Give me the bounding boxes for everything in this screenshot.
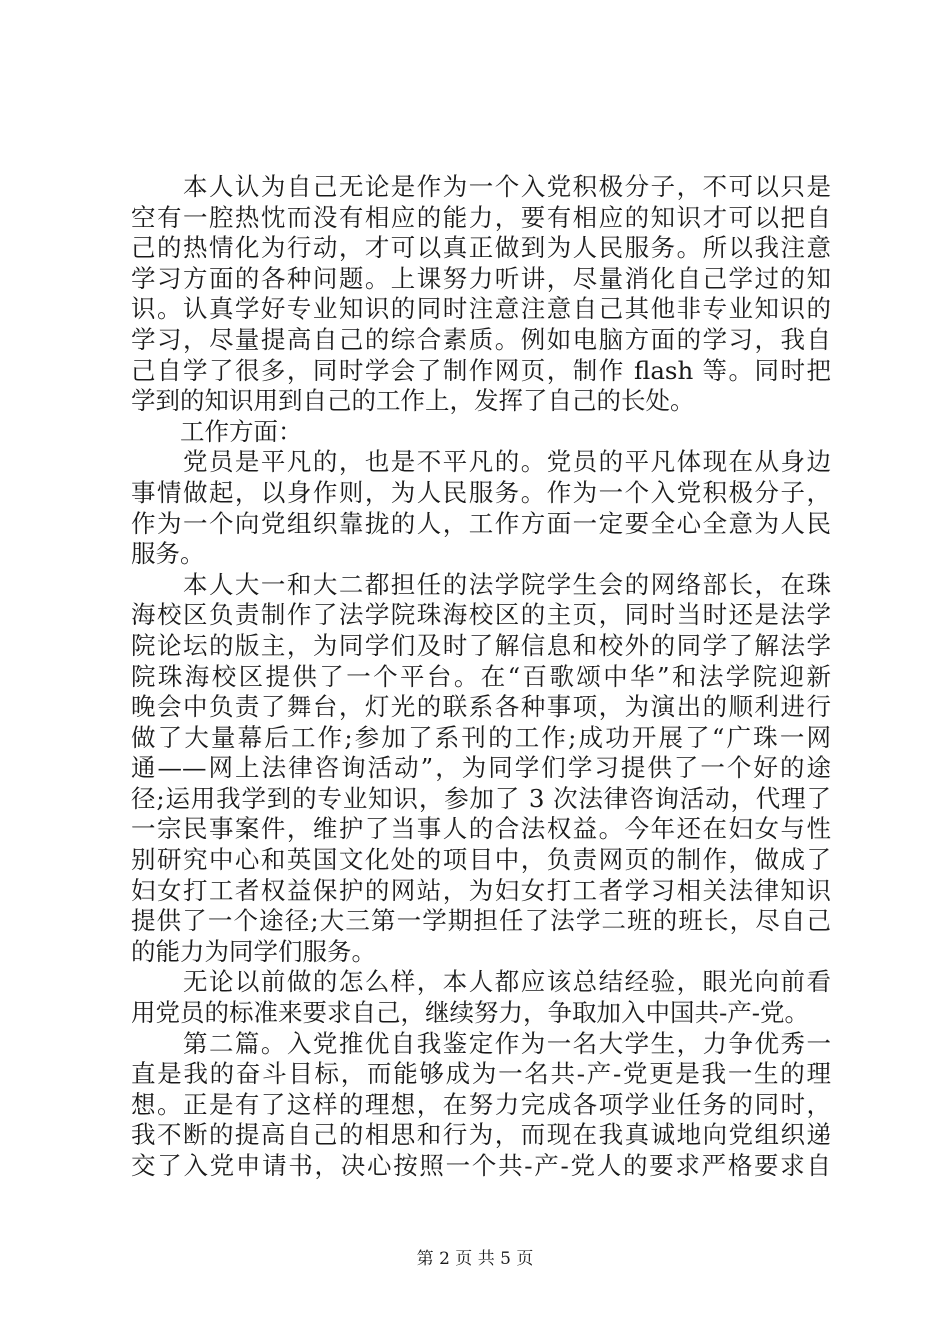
document-body	[131, 172, 831, 1182]
text-line: 工作方面：	[131, 416, 303, 446]
text-line: 学习方面的各种问题。上课努力听讲，尽量消化自己学过的知	[131, 263, 831, 293]
text-line: 我不断的提高自己的相思和行为，而现在我真诚地向党组织递	[131, 1120, 831, 1150]
text-line: 院珠海校区提供了一个平台。在“百歌颂中华”和法学院迎新	[131, 661, 831, 691]
text-line: 提供了一个途径;大三第一学期担任了法学二班的班长，尽自己	[131, 906, 831, 936]
text-line: 第二篇。入党推优自我鉴定作为一名大学生，力争优秀一	[131, 1028, 831, 1058]
text-line: 院论坛的版主，为同学们及时了解信息和校外的同学了解法学	[131, 630, 831, 660]
text-line: 做了大量幕后工作;参加了系刊的工作;成功开展了“广珠一网	[131, 722, 831, 752]
text-line: 事情做起，以身作则，为人民服务。作为一个入党积极分子，	[131, 477, 831, 507]
text-line: 通——网上法律咨询活动”，为同学们学习提供了一个好的途	[131, 753, 831, 783]
text-line: 学习，尽量提高自己的综合素质。例如电脑方面的学习，我自	[131, 324, 831, 354]
text-line: 己的热情化为行动，才可以真正做到为人民服务。所以我注意	[131, 233, 831, 263]
text-line: 党员是平凡的，也是不平凡的。党员的平凡体现在从身边	[131, 447, 831, 477]
text-line: 的能力为同学们服务。	[131, 936, 376, 966]
text-line: 一宗民事案件，维护了当事人的合法权益。今年还在妇女与性	[131, 814, 831, 844]
text-line: 作为一个向党组织靠拢的人，工作方面一定要全心全意为人民	[131, 508, 831, 538]
text-line: 空有一腔热忱而没有相应的能力，要有相应的知识才可以把自	[131, 202, 831, 232]
text-line: 海校区负责制作了法学院珠海校区的主页，同时当时还是法学	[131, 600, 831, 630]
text-line: 本人大一和大二都担任的法学院学生会的网络部长，在珠	[131, 569, 831, 599]
text-line: 直是我的奋斗目标，而能够成为一名共-产-党更是我一生的理	[131, 1059, 831, 1089]
text-line: 径;运用我学到的专业知识，参加了 3 次法律咨询活动，代理了	[131, 783, 831, 813]
text-line: 服务。	[131, 539, 205, 569]
text-line: 无论以前做的怎么样，本人都应该总结经验，眼光向前看	[131, 967, 831, 997]
text-line: 别研究中心和英国文化处的项目中，负责网页的制作，做成了	[131, 845, 831, 875]
text-line: 晚会中负责了舞台，灯光的联系各种事项，为演出的顺利进行	[131, 692, 831, 722]
text-line: 妇女打工者权益保护的网站，为妇女打工者学习相关法律知识	[131, 875, 831, 905]
text-line: 用党员的标准来要求自己，继续努力，争取加入中国共-产-党。	[131, 998, 810, 1028]
text-line: 识。认真学好专业知识的同时注意注意自己其他非专业知识的	[131, 294, 831, 324]
text-line: 想。正是有了这样的理想，在努力完成各项学业任务的同时，	[131, 1089, 831, 1119]
page-footer: 第 2 页 共 5 页	[416, 1249, 534, 1269]
text-line: 己自学了很多，同时学会了制作网页，制作 flash 等。同时把	[131, 355, 831, 385]
text-line: 学到的知识用到自己的工作上，发挥了自己的长处。	[131, 386, 695, 416]
text-line: 本人认为自己无论是作为一个入党积极分子，不可以只是	[131, 172, 831, 201]
text-line: 交了入党申请书，决心按照一个共-产-党人的要求严格要求自	[131, 1151, 831, 1180]
